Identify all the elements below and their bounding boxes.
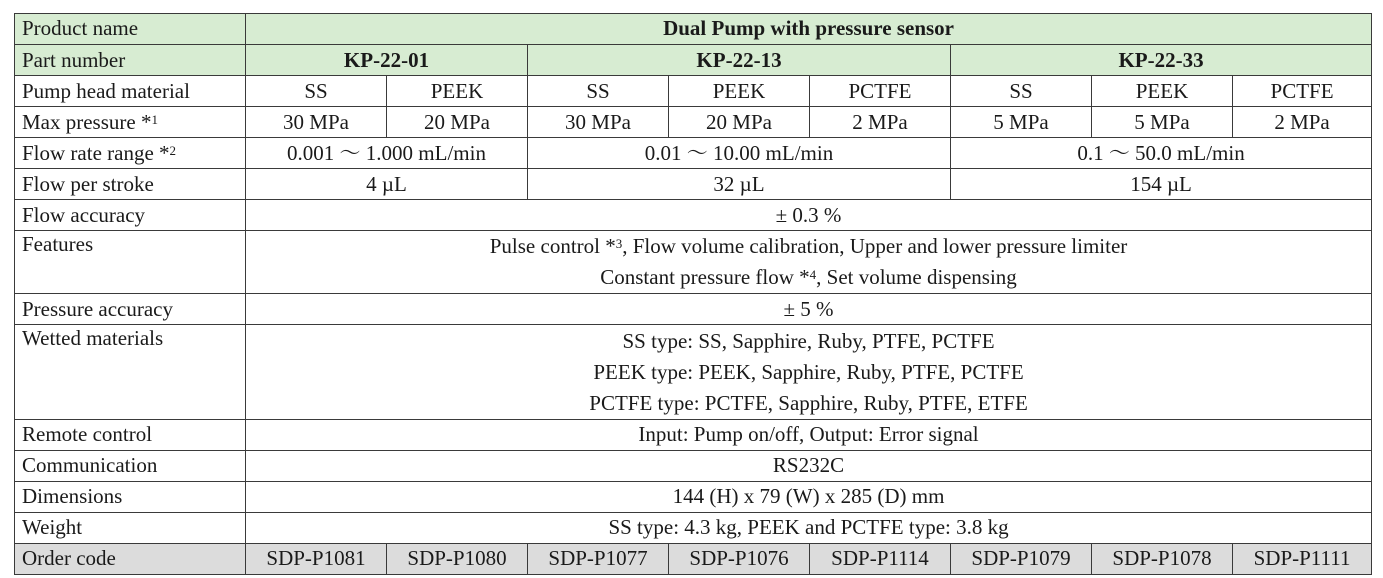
wetted-line: PCTFE type: PCTFE, Sapphire, Ruby, PTFE, ETFE — [589, 390, 1028, 415]
pump-head-cell: SS — [528, 76, 669, 107]
max-pressure-cell: 5 MPa — [1092, 107, 1233, 138]
label-part-number: Part number — [15, 45, 246, 76]
label-pump-head: Pump head material — [15, 76, 246, 107]
label-max-pressure — [15, 107, 246, 138]
order-code-cell: SDP-P1079 — [951, 543, 1092, 574]
feature-text: Pulse control * — [489, 234, 616, 259]
footnote-mark: 2 — [169, 142, 177, 158]
flow-stroke-cell: 32 µL — [528, 169, 951, 200]
order-code-cell: SDP-P1078 — [1092, 543, 1233, 574]
pump-head-cell: PEEK — [669, 76, 810, 107]
row-product-name — [15, 14, 1372, 45]
feature-text: Constant pressure flow * — [600, 265, 810, 290]
row-flow-rate — [15, 138, 1372, 169]
max-pressure-cell: 2 MPa — [1233, 107, 1372, 138]
pump-head-cell: PEEK — [1092, 76, 1233, 107]
max-pressure-cell: 2 MPa — [810, 107, 951, 138]
label-order-code: Order code — [15, 543, 246, 574]
feature-text: , Flow volume calibration, Upper and lower pressure limiter — [622, 234, 1128, 259]
row-flow-accuracy — [15, 200, 1372, 231]
features-value — [246, 231, 1372, 294]
flow-rate-cell: 0.01 〜 10.00 mL/min — [528, 138, 951, 169]
wetted-materials-value — [246, 325, 1372, 419]
label-flow-accuracy: Flow accuracy — [15, 200, 246, 231]
wetted-line: SS type: SS, Sapphire, Ruby, PTFE, PCTFE — [622, 328, 995, 353]
remote-control-value: Input: Pump on/off, Output: Error signal — [246, 419, 1372, 450]
label-wetted-materials: Wetted materials — [15, 325, 246, 419]
row-weight — [15, 512, 1372, 543]
label-weight: Weight — [15, 512, 246, 543]
row-communication — [15, 450, 1372, 481]
flow-stroke-cell: 4 µL — [246, 169, 528, 200]
flow-stroke-cell: 154 µL — [951, 169, 1372, 200]
footnote-mark: 3 — [615, 236, 623, 252]
footnote-mark: 4 — [809, 267, 817, 283]
communication-value: RS232C — [246, 450, 1372, 481]
pump-head-cell: PCTFE — [810, 76, 951, 107]
label-text: Flow rate range * — [22, 140, 170, 165]
label-flow-stroke: Flow per stroke — [15, 169, 246, 200]
flow-accuracy-value: ± 0.3 % — [246, 200, 1372, 231]
pump-head-cell: SS — [246, 76, 387, 107]
label-communication: Communication — [15, 450, 246, 481]
max-pressure-cell: 20 MPa — [669, 107, 810, 138]
label-pressure-accuracy: Pressure accuracy — [15, 294, 246, 325]
wetted-line: PEEK type: PEEK, Sapphire, Ruby, PTFE, PCTFE — [593, 359, 1024, 384]
row-wetted-materials — [15, 325, 1372, 419]
pump-head-cell: SS — [951, 76, 1092, 107]
pump-head-cell: PEEK — [387, 76, 528, 107]
part-number-cell: KP-22-13 — [528, 45, 951, 76]
label-product-name: Product name — [15, 14, 246, 45]
feature-text: , Set volume dispensing — [816, 265, 1017, 290]
dimensions-value: 144 (H) x 79 (W) x 285 (D) mm — [246, 481, 1372, 512]
order-code-cell: SDP-P1111 — [1233, 543, 1372, 574]
max-pressure-cell: 5 MPa — [951, 107, 1092, 138]
label-features: Features — [15, 231, 246, 294]
footnote-mark: 1 — [151, 111, 158, 127]
row-max-pressure — [15, 107, 1372, 138]
features-line — [252, 262, 1365, 293]
pressure-accuracy-value: ± 5 % — [246, 294, 1372, 325]
max-pressure-cell: 20 MPa — [387, 107, 528, 138]
spec-table — [14, 13, 1372, 575]
value-product-name: Dual Pump with pressure sensor — [246, 14, 1372, 45]
label-remote-control: Remote control — [15, 419, 246, 450]
row-part-number — [15, 45, 1372, 76]
part-number-cell: KP-22-01 — [246, 45, 528, 76]
order-code-cell: SDP-P1114 — [810, 543, 951, 574]
row-pressure-accuracy — [15, 294, 1372, 325]
part-number-cell: KP-22-33 — [951, 45, 1372, 76]
row-flow-stroke — [15, 169, 1372, 200]
label-flow-rate — [15, 138, 246, 169]
flow-rate-cell: 0.001 〜 1.000 mL/min — [246, 138, 528, 169]
order-code-cell: SDP-P1081 — [246, 543, 387, 574]
label-dimensions: Dimensions — [15, 481, 246, 512]
features-line — [252, 231, 1365, 262]
label-text: Max pressure * — [22, 109, 152, 134]
row-order-code — [15, 543, 1372, 574]
order-code-cell: SDP-P1076 — [669, 543, 810, 574]
row-pump-head — [15, 76, 1372, 107]
pump-head-cell: PCTFE — [1233, 76, 1372, 107]
weight-value: SS type: 4.3 kg, PEEK and PCTFE type: 3.8 kg — [246, 512, 1372, 543]
row-remote-control — [15, 419, 1372, 450]
order-code-cell: SDP-P1080 — [387, 543, 528, 574]
order-code-cell: SDP-P1077 — [528, 543, 669, 574]
max-pressure-cell: 30 MPa — [246, 107, 387, 138]
flow-rate-cell: 0.1 〜 50.0 mL/min — [951, 138, 1372, 169]
row-features — [15, 231, 1372, 294]
max-pressure-cell: 30 MPa — [528, 107, 669, 138]
row-dimensions — [15, 481, 1372, 512]
